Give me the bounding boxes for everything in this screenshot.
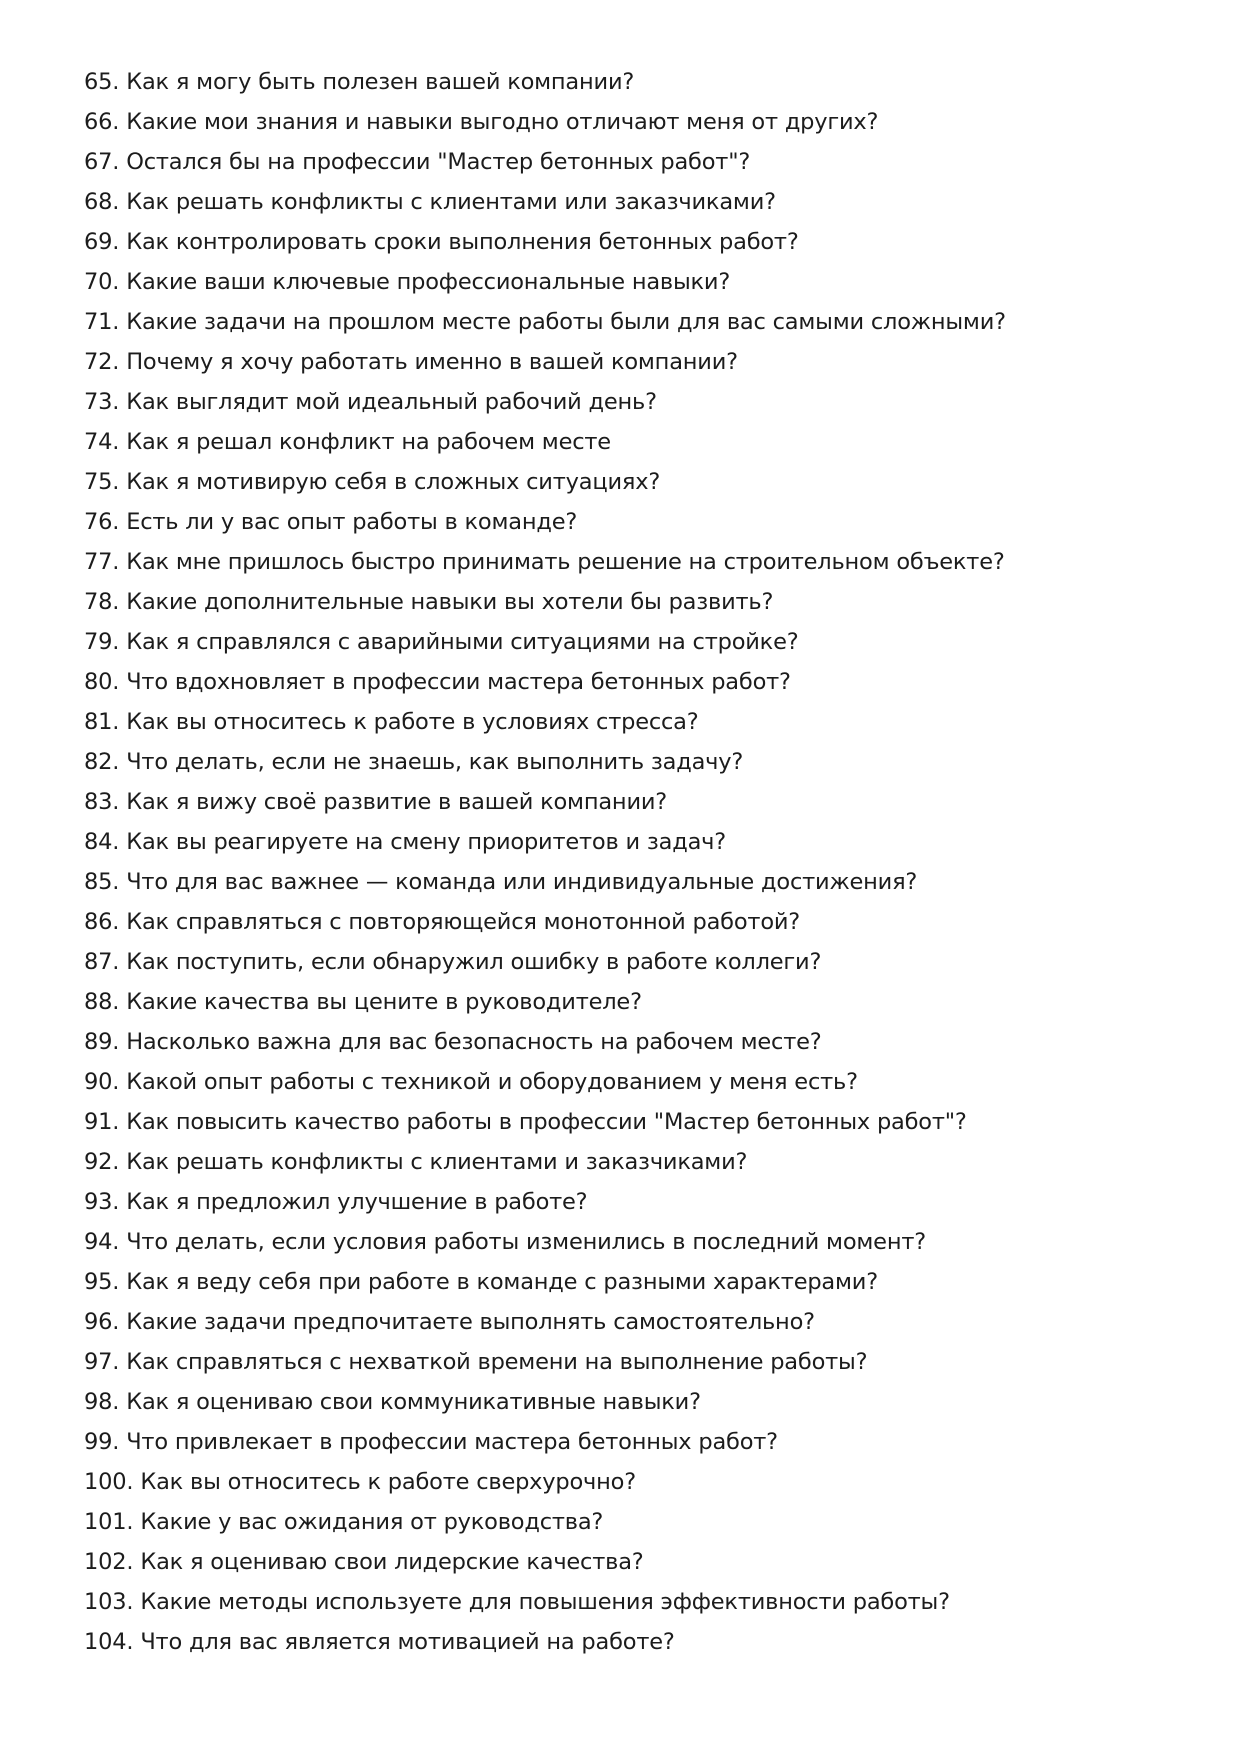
- question-text: Как контролировать сроки выполнения бетонных работ?: [126, 229, 799, 255]
- question-text: Какие качества вы цените в руководителе?: [126, 989, 642, 1015]
- question-text: Как я оцениваю свои лидерские качества?: [140, 1549, 644, 1575]
- question-number: 71.: [84, 309, 120, 335]
- question-number: 88.: [84, 989, 120, 1015]
- question-item: [84, 1182, 1184, 1222]
- question-item: [84, 1622, 1184, 1662]
- question-number: 86.: [84, 909, 120, 935]
- question-number: 75.: [84, 469, 120, 495]
- question-number: 98.: [84, 1389, 120, 1415]
- question-item: [84, 902, 1184, 942]
- question-item: [84, 1022, 1184, 1062]
- question-item: [84, 822, 1184, 862]
- question-number: 85.: [84, 869, 120, 895]
- question-number: 96.: [84, 1309, 120, 1335]
- question-item: [84, 102, 1184, 142]
- question-text: Какие у вас ожидания от руководства?: [140, 1509, 604, 1535]
- question-number: 72.: [84, 349, 120, 375]
- question-text: Как мне пришлось быстро принимать решение на строительном объекте?: [126, 549, 1005, 575]
- question-text: Как решать конфликты с клиентами или заказчиками?: [126, 189, 776, 215]
- question-item: [84, 702, 1184, 742]
- question-text: Какие мои знания и навыки выгодно отличают меня от других?: [126, 109, 879, 135]
- question-item: [84, 942, 1184, 982]
- question-text: Насколько важна для вас безопасность на рабочем месте?: [126, 1029, 822, 1055]
- question-text: Как повысить качество работы в профессии "Мастер бетонных работ"?: [126, 1109, 967, 1135]
- question-number: 103.: [84, 1589, 134, 1615]
- question-number: 83.: [84, 789, 120, 815]
- question-text: Что делать, если не знаешь, как выполнить задачу?: [126, 749, 744, 775]
- question-text: Какие дополнительные навыки вы хотели бы развить?: [126, 589, 774, 615]
- question-item: [84, 1102, 1184, 1142]
- question-number: 84.: [84, 829, 120, 855]
- question-text: Как я предложил улучшение в работе?: [126, 1189, 588, 1215]
- question-number: 92.: [84, 1149, 120, 1175]
- question-number: 68.: [84, 189, 120, 215]
- question-number: 78.: [84, 589, 120, 615]
- question-text: Какой опыт работы с техникой и оборудованием у меня есть?: [126, 1069, 858, 1095]
- question-number: 67.: [84, 149, 120, 175]
- question-text: Как я могу быть полезен вашей компании?: [126, 69, 635, 95]
- question-item: [84, 982, 1184, 1022]
- question-number: 95.: [84, 1269, 120, 1295]
- question-number: 73.: [84, 389, 120, 415]
- question-number: 100.: [84, 1469, 134, 1495]
- question-number: 93.: [84, 1189, 120, 1215]
- question-text: Как я решал конфликт на рабочем месте: [126, 429, 611, 455]
- question-item: [84, 62, 1184, 102]
- question-text: Как справляться с повторяющейся монотонной работой?: [126, 909, 801, 935]
- question-item: [84, 622, 1184, 662]
- question-number: 82.: [84, 749, 120, 775]
- question-list: [84, 62, 1184, 1662]
- question-number: 87.: [84, 949, 120, 975]
- question-text: Как я мотивирую себя в сложных ситуациях?: [126, 469, 661, 495]
- question-item: [84, 1222, 1184, 1262]
- question-item: [84, 142, 1184, 182]
- question-text: Что для вас важнее — команда или индивидуальные достижения?: [126, 869, 918, 895]
- question-number: 89.: [84, 1029, 120, 1055]
- question-item: [84, 422, 1184, 462]
- question-item: [84, 1422, 1184, 1462]
- question-item: [84, 582, 1184, 622]
- question-item: [84, 262, 1184, 302]
- question-item: [84, 1262, 1184, 1302]
- question-number: 97.: [84, 1349, 120, 1375]
- question-number: 90.: [84, 1069, 120, 1095]
- question-text: Как вы относитесь к работе в условиях стресса?: [126, 709, 699, 735]
- question-text: Как справляться с нехваткой времени на выполнение работы?: [126, 1349, 868, 1375]
- question-text: Как я веду себя при работе в команде с разными характерами?: [126, 1269, 878, 1295]
- question-text: Как я вижу своё развитие в вашей компании?: [126, 789, 668, 815]
- question-text: Есть ли у вас опыт работы в команде?: [126, 509, 578, 535]
- question-item: [84, 1582, 1184, 1622]
- question-text: Какие задачи на прошлом месте работы были для вас самыми сложными?: [126, 309, 1006, 335]
- question-number: 102.: [84, 1549, 134, 1575]
- question-number: 104.: [84, 1629, 134, 1655]
- question-text: Остался бы на профессии "Мастер бетонных работ"?: [126, 149, 751, 175]
- question-item: [84, 782, 1184, 822]
- question-text: Что вдохновляет в профессии мастера бетонных работ?: [126, 669, 791, 695]
- question-item: [84, 1542, 1184, 1582]
- question-item: [84, 182, 1184, 222]
- question-number: 77.: [84, 549, 120, 575]
- question-text: Как вы относитесь к работе сверхурочно?: [140, 1469, 636, 1495]
- question-item: [84, 742, 1184, 782]
- question-number: 66.: [84, 109, 120, 135]
- question-text: Какие задачи предпочитаете выполнять самостоятельно?: [126, 1309, 815, 1335]
- question-text: Как я оцениваю свои коммуникативные навыки?: [126, 1389, 701, 1415]
- question-number: 80.: [84, 669, 120, 695]
- question-text: Какие ваши ключевые профессиональные навыки?: [126, 269, 731, 295]
- question-text: Что делать, если условия работы изменились в последний момент?: [126, 1229, 926, 1255]
- question-item: [84, 382, 1184, 422]
- question-text: Что привлекает в профессии мастера бетонных работ?: [126, 1429, 778, 1455]
- question-number: 74.: [84, 429, 120, 455]
- question-item: [84, 1342, 1184, 1382]
- question-item: [84, 1502, 1184, 1542]
- question-item: [84, 662, 1184, 702]
- question-text: Почему я хочу работать именно в вашей компании?: [126, 349, 738, 375]
- question-number: 81.: [84, 709, 120, 735]
- question-text: Как выглядит мой идеальный рабочий день?: [126, 389, 657, 415]
- question-number: 65.: [84, 69, 120, 95]
- question-number: 70.: [84, 269, 120, 295]
- question-text: Как решать конфликты с клиентами и заказчиками?: [126, 1149, 748, 1175]
- question-item: [84, 1462, 1184, 1502]
- question-number: 99.: [84, 1429, 120, 1455]
- question-text: Как я справлялся с аварийными ситуациями на стройке?: [126, 629, 799, 655]
- question-number: 69.: [84, 229, 120, 255]
- question-item: [84, 542, 1184, 582]
- question-item: [84, 1062, 1184, 1102]
- question-number: 79.: [84, 629, 120, 655]
- question-item: [84, 342, 1184, 382]
- question-item: [84, 462, 1184, 502]
- question-item: [84, 1382, 1184, 1422]
- question-number: 101.: [84, 1509, 134, 1535]
- question-item: [84, 302, 1184, 342]
- question-number: 91.: [84, 1109, 120, 1135]
- question-number: 94.: [84, 1229, 120, 1255]
- question-text: Что для вас является мотивацией на работе?: [140, 1629, 675, 1655]
- question-item: [84, 1142, 1184, 1182]
- question-number: 76.: [84, 509, 120, 535]
- question-text: Как поступить, если обнаружил ошибку в работе коллеги?: [126, 949, 822, 975]
- question-item: [84, 862, 1184, 902]
- question-item: [84, 1302, 1184, 1342]
- question-text: Какие методы используете для повышения эффективности работы?: [140, 1589, 950, 1615]
- question-item: [84, 222, 1184, 262]
- question-text: Как вы реагируете на смену приоритетов и задач?: [126, 829, 727, 855]
- question-item: [84, 502, 1184, 542]
